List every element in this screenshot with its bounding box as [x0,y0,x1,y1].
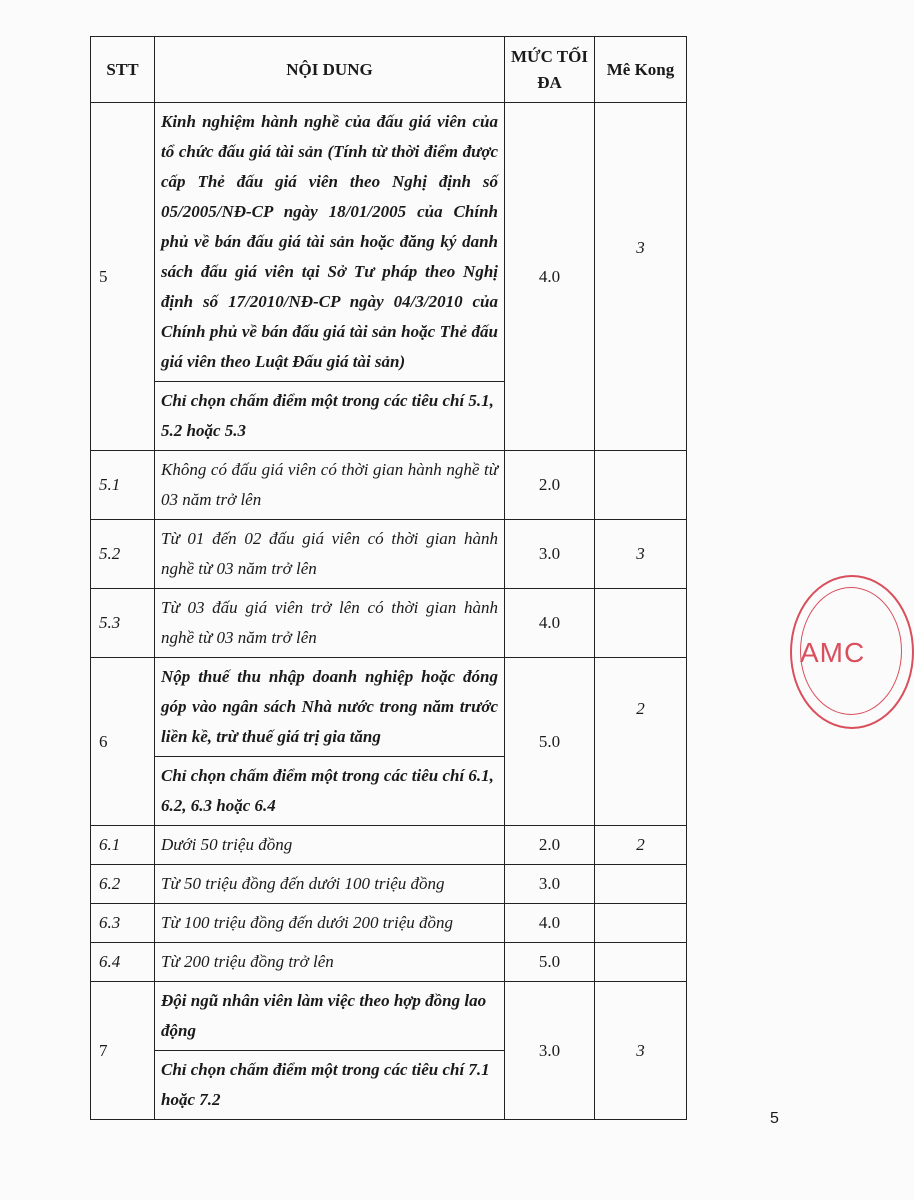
row-stt: 5.3 [91,589,155,658]
row-stt: 5 [91,103,155,451]
max-score: 5.0 [505,658,595,826]
table-row [91,982,687,1051]
max-score: 3.0 [505,865,595,904]
awarded-score [595,589,687,658]
table-row [91,451,687,520]
criterion-text: Từ 200 triệu đồng trở lên [155,943,505,982]
max-score: 4.0 [505,103,595,451]
header-stt: STT [91,37,155,103]
max-score: 5.0 [505,943,595,982]
criterion-text: Từ 03 đấu giá viên trở lên có thời gian hành nghề từ 03 năm trở lên [155,589,505,658]
max-score: 2.0 [505,451,595,520]
row-stt: 5.2 [91,520,155,589]
table-row [91,658,687,757]
table-header-row [91,37,687,103]
awarded-score [595,865,687,904]
criterion-text: Đội ngũ nhân viên làm việc theo hợp đồng lao động [155,982,505,1051]
criterion-note: Chỉ chọn chấm điểm một trong các tiêu chí 7.1 hoặc 7.2 [155,1051,505,1120]
max-score: 3.0 [505,520,595,589]
awarded-score: 3 [595,520,687,589]
row-stt: 6.2 [91,865,155,904]
criterion-text: Kinh nghiệm hành nghề của đấu giá viên của tổ chức đấu giá tài sản (Tính từ thời điểm được cấp Thẻ đấu giá viên theo Nghị định số 05/2005/NĐ-CP ngày 18/01/2005 của Chính phủ về bán đấu giá tài sản hoặc đăng ký danh sách đấu giá viên tại Sở Tư pháp theo Nghị định số 17/2010/NĐ-CP ngày 04/3/2010 của Chính phủ về bán đấu giá tài sản hoặc Thẻ đấu giá viên theo Luật Đấu giá tài sản) [155,103,505,382]
company-seal [790,575,914,729]
table-row [91,865,687,904]
awarded-score [595,904,687,943]
criteria-table [90,36,687,1120]
seal-text: AMC [800,637,866,668]
row-stt: 6 [91,658,155,826]
awarded-score: 3 [595,103,687,451]
max-score: 4.0 [505,589,595,658]
criterion-text: Từ 01 đến 02 đấu giá viên có thời gian hành nghề từ 03 năm trở lên [155,520,505,589]
table-row [91,520,687,589]
header-content: NỘI DUNG [155,37,505,103]
criterion-text: Nộp thuế thu nhập doanh nghiệp hoặc đóng góp vào ngân sách Nhà nước trong năm trước liền kề, trừ thuế giá trị gia tăng [155,658,505,757]
max-score: 2.0 [505,826,595,865]
row-stt: 6.3 [91,904,155,943]
criterion-note: Chỉ chọn chấm điểm một trong các tiêu chí 6.1, 6.2, 6.3 hoặc 6.4 [155,757,505,826]
max-score: 4.0 [505,904,595,943]
criterion-text: Từ 50 triệu đồng đến dưới 100 triệu đồng [155,865,505,904]
criterion-note: Chỉ chọn chấm điểm một trong các tiêu chí 5.1, 5.2 hoặc 5.3 [155,382,505,451]
row-stt: 7 [91,982,155,1120]
table-row [91,103,687,382]
header-max: MỨC TỐI ĐA [505,37,595,103]
awarded-score: 3 [595,982,687,1120]
criterion-text: Từ 100 triệu đồng đến dưới 200 triệu đồng [155,904,505,943]
table-row [91,826,687,865]
awarded-score: 2 [595,826,687,865]
max-score: 3.0 [505,982,595,1120]
awarded-score: 2 [595,658,687,826]
row-stt: 5.1 [91,451,155,520]
row-stt: 6.4 [91,943,155,982]
header-score: Mê Kong [595,37,687,103]
page-number: 5 [770,1110,779,1127]
row-stt: 6.1 [91,826,155,865]
criterion-text: Không có đấu giá viên có thời gian hành nghề từ 03 năm trở lên [155,451,505,520]
table-row [91,589,687,658]
awarded-score [595,943,687,982]
criterion-text: Dưới 50 triệu đồng [155,826,505,865]
table-row [91,943,687,982]
table-row [91,904,687,943]
awarded-score [595,451,687,520]
